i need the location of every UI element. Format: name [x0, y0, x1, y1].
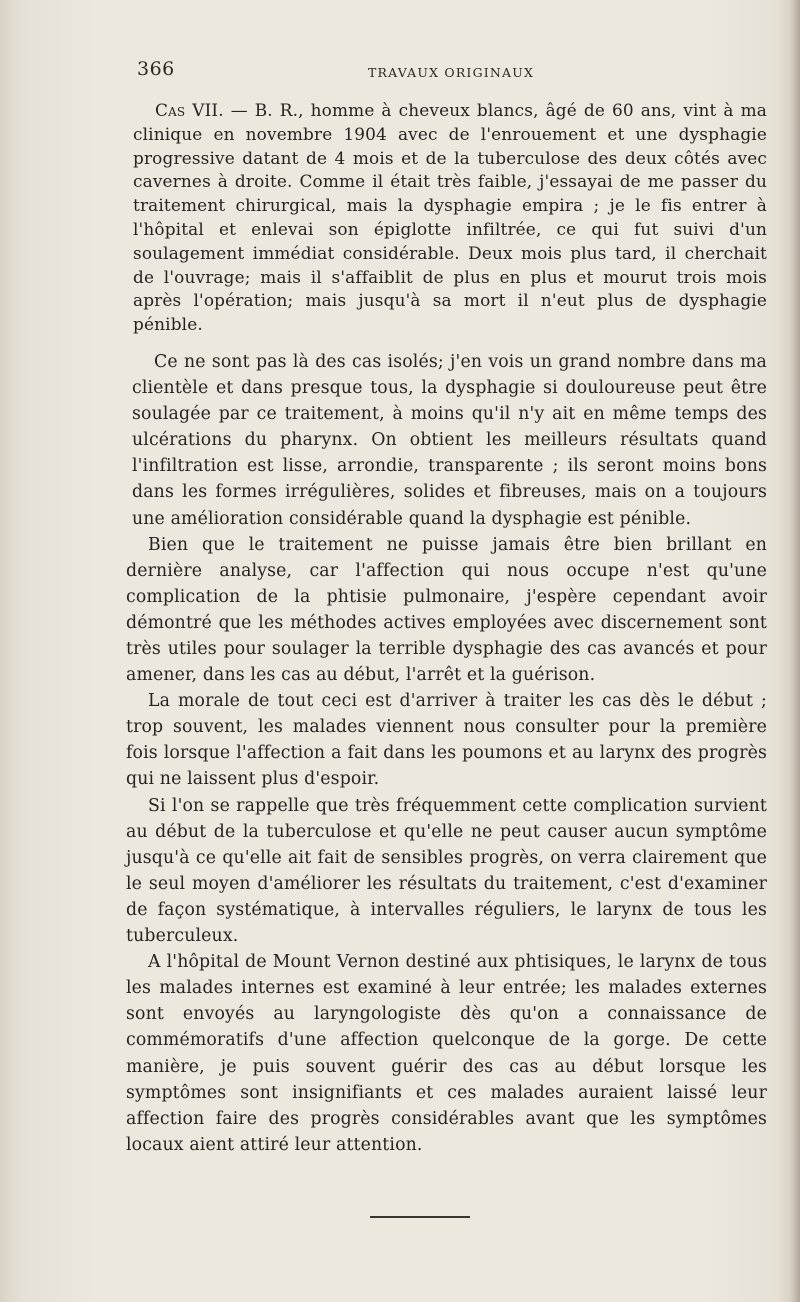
page-number: 366 [137, 58, 175, 80]
paragraph-case-vii [133, 99, 767, 337]
case-label: Cas VII. [155, 100, 224, 120]
page-header [137, 58, 777, 88]
running-head: TRAVAUX ORIGINAUX [368, 65, 535, 80]
paragraph: Ce ne sont pas là des cas isolés; j'en vois un grand nombre dans ma clientèle et dans presque tous, la dysphagie si douloureuse peut être soulagée par ce traitement, à moins qu'il n'y ait en même temps des ulcérations du pharynx. On obtient les meilleurs résultats quand l'infiltration est lisse, arrondie, transparente ; ils seront moins bons dans les formes irrégulières, solides et fibreuses, mais on a toujours une amélioration considérable quand la dysphagie est pénible. [132, 351, 767, 529]
paragraph: A l'hôpital de Mount Vernon destiné aux phtisiques, le larynx de tous les malades internes est examiné à leur entrée; les malades externes sont envoyés au laryngologiste dès qu'on a connaissance de commémoratifs d'une affection quelconque de la gorge. De cette manière, je puis souvent guérir des cas au début lorsque les symptômes sont insignifiants et ces malades auraient laissé leur affection faire des progrès considérables avant que les symptômes locaux aient attiré leur attention. [126, 952, 767, 1155]
paragraph-text: — B. R., homme à cheveux blancs, âgé de 60 ans, vint à ma clinique en novembre 1904 avec de l'enrouement et une dysphagie progressive datant de 4 mois et de la tuberculose des deux côtés avec cavernes à droite. Comme il était très faible, j'essayai de me passer du traitement chirurgical, mais la dysphagie empira ; je le fis entrer à l'hôpital et enlevai son épiglotte infiltrée, ce qui fut suivi d'un soulagement immédiat considérable. Deux mois plus tard, il cherchait de l'ouvrage; mais il s'affaiblit de plus en plus et mourut trois mois après l'opération; mais jusqu'à sa mort il n'eut plus de dysphagie pénible. [133, 100, 767, 335]
paragraph: Bien que le traitement ne puisse jamais être bien brillant en dernière analyse, car l'affection qui nous occupe n'est qu'une complication de la phtisie pulmonaire, j'espère cependant avoir démontré que les méthodes actives employées avec discernement sont très utiles pour soulager la terrible dysphagie des cas avancés et pour amener, dans les cas au début, l'arrêt et la guérison. [126, 534, 767, 686]
paragraph: La morale de tout ceci est d'arriver à traiter les cas dès le début ; trop souvent, les malades viennent nous consulter pour la première fois lorsque l'affection a fait dans les poumons et au larynx des progrès qui ne laissent plus d'espoir. [126, 691, 767, 790]
end-rule [370, 1216, 470, 1218]
page-edge-shadow [790, 0, 800, 1302]
paragraph: Si l'on se rappelle que très fréquemment cette complication survient au début de la tuberculose et qu'elle ne peut causer aucun symptôme jusqu'à ce qu'elle ait fait de sensibles progrès, on verra clairement que le seul moyen d'améliorer les résultats du traitement, c'est d'examiner de façon systématique, à intervalles réguliers, le larynx de tous les tuberculeux. [126, 795, 767, 947]
body-text [119, 99, 767, 1158]
